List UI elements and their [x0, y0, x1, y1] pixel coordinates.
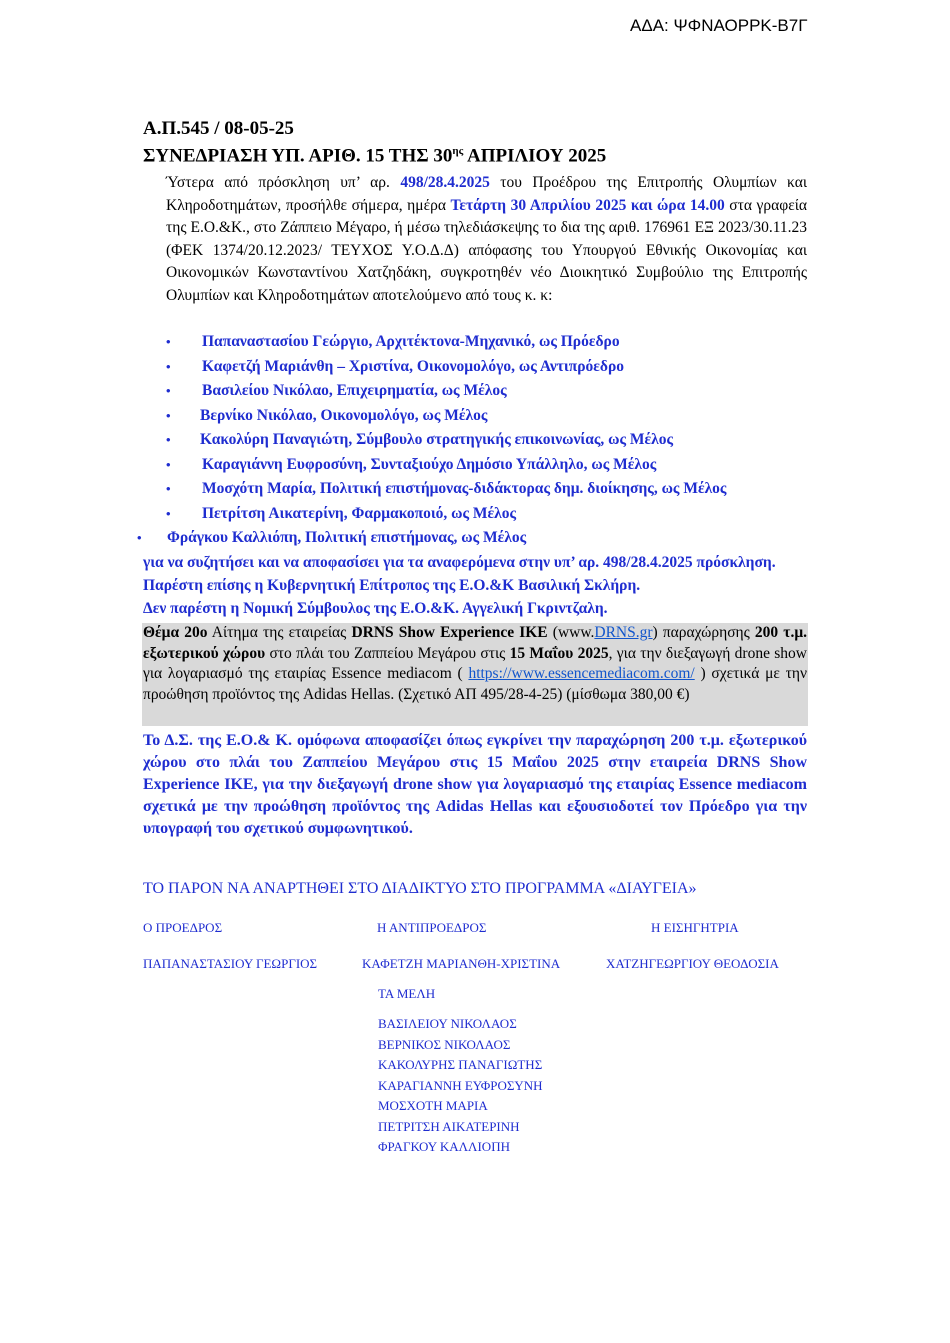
intro-text-3: στα γραφεία της Ε.Ο.&Κ., στο Ζάππειο Μέγαρο, ή μέσω τηλεδιάσκεψης το δια της αριθ. 176961 ΕΞ 2023/30.11.23 (ΦΕΚ 1374/20.12.2023/ ΤΕΥΧΟΣ Υ.Ο.Δ.Δ) απόφασης του Υπουργού Εθνικής Οικονομίας και Οικονομικών Κωνσταντίνου Χατζηδάκη, συγκροτηθέν νέο Διοικητικό Συμβούλιο της Επιτροπής Ολυμπίων και Κληροδοτημάτων αποτελούμενο από τους κ. κ: — [166, 196, 807, 304]
intro-text-1: Ύστερα από πρόσκληση υπ’ αρ. — [166, 174, 401, 191]
member-signature: ΚΑΚΟΛΥΡΗΣ ΠΑΝΑΓΙΩΤΗΣ — [378, 1057, 543, 1072]
member-signature: ΠΕΤΡΙΤΣΗ ΑΙΚΑΤΕΡΙΝΗ — [378, 1118, 520, 1134]
session-title-sup: ης — [452, 145, 464, 157]
member-text: Βερνίκο Νικόλαο, Οικονομολόγο, ως Μέλος — [200, 406, 488, 424]
member-text: Παπαναστασίου Γεώργιο, Αρχιτέκτονα-Μηχανικό, ως Πρόεδρο — [202, 333, 620, 350]
list-item — [166, 455, 657, 474]
president-name: ΠΑΠΑΝΑΣΤΑΣΙΟΥ ΓΕΩΡΓΙΟΣ — [143, 956, 318, 971]
member-signature: ΒΕΡΝΙΚΟΣ ΝΙΚΟΛΑΟΣ — [378, 1036, 511, 1052]
essence-link[interactable]: https://www.essencemediacom.com/ — [468, 665, 695, 682]
member-signature: ΦΡΑΓΚΟΥ ΚΑΛΛΙΟΠΗ — [378, 1139, 510, 1154]
discuss-line: για να συζητήσει και να αποφασίσει για τα αναφερόμενα στην υπ’ αρ. 498/28.4.2025 πρόσκληση. — [143, 554, 776, 571]
bullet-icon: • — [166, 383, 171, 398]
member-signature: ΒΑΣΙΛΕΙΟΥ ΝΙΚΟΛΑΟΣ — [378, 1016, 517, 1031]
intro-text-2: του Προέδρου της Επιτροπής Ολυμπίων και Κληροδοτημάτων, προσήλθε σήμερα, ημέρα — [166, 174, 807, 214]
rapporteur-name: ΧΑΤΖΗΓΕΩΡΓΙΟΥ ΘΕΟΔΟΣΙΑ — [606, 956, 779, 971]
session-title-suffix: ΑΠΡΙΛΙΟΥ 2025 — [463, 145, 607, 167]
protocol-number: Α.Π.545 / 08-05-25 — [143, 118, 294, 139]
topic-area: 200 τ.μ. εξωτερικού χώρου — [143, 624, 807, 662]
bullet-icon: • — [166, 505, 171, 521]
list-item — [166, 333, 620, 351]
diavgeia-notice: ΤΟ ΠΑΡΟΝ ΝΑ ΑΝΑΡΤΗΘΕΙ ΣΤΟ ΔΙΑΔΙΚΤΥΟ ΣΤΟ ΠΡΟΓΡΑΜΜΑ «ΔΙΑΥΓΕΙΑ» — [143, 880, 697, 897]
member-text: Κακολύρη Παναγιώτη, Σύμβουλο στρατηγικής επικοινωνίας, ως Μέλος — [200, 431, 674, 448]
bullet-icon: • — [137, 530, 142, 545]
member-text: Μοσχότη Μαρία, Πολιτική επιστήμονας-διδάκτορας δημ. διοίκησης, ως Μέλος — [202, 480, 727, 497]
list-item — [166, 382, 507, 400]
members-title: ΤΑ ΜΕΛΗ — [378, 986, 436, 1001]
bullet-icon: • — [166, 407, 171, 423]
member-text: Φράγκου Καλλιόπη, Πολιτική επιστήμονας, ως Μέλος — [167, 529, 527, 546]
member-text: Πετρίτση Αικατερίνη, Φαρμακοποιό, ως Μέλος — [202, 504, 517, 522]
commissioner-line: Παρέστη επίσης η Κυβερνητική Επίτροπος της Ε.Ο.&Κ Βασιλική Σκλήρη. — [143, 577, 641, 594]
list-item — [166, 431, 674, 449]
ada-code: ΑΔΑ: ΨΦΝΑΟΡΡΚ-Β7Γ — [630, 16, 808, 35]
topic-text-3: ) παραχώρησης — [652, 624, 755, 641]
topic-text-5: , για την διεξαγωγή drone show για λογαριασμό της εταιρίας Essence mediacom ( — [143, 644, 808, 682]
session-title — [143, 145, 606, 167]
member-signature: ΜΟΣΧΟΤΗ ΜΑΡΙΑ — [378, 1098, 488, 1113]
decision-paragraph: Το Δ.Σ. της Ε.Ο.& Κ. ομόφωνα αποφασίζει όπως εγκρίνει την παραχώρηση 200 τ.μ. εξωτερικού χώρου στο πλάι του Ζαππείου Μεγάρου στις 15 Μαΐου 2025 στην εταιρεία DRNS Show Experience IKE, για την διεξαγωγή drone show για λογαριασμό της εταιρίας Essence mediacom σχετικά με την προώθηση προϊόντος της Adidas Hellas και εξουσιοδοτεί τον Πρόεδρο για την υπογραφή του σχετικού συμφωνητικού. — [143, 732, 807, 837]
vice-president-title: Η ΑΝΤΙΠΡΟΕΔΡΟΣ — [377, 920, 487, 935]
bullet-icon: • — [166, 481, 171, 496]
drns-link[interactable]: DRNS.gr — [594, 624, 653, 641]
topic-paragraph — [143, 623, 807, 705]
topic-text-4: στο πλάι του Ζαππείου Μεγάρου στις — [265, 644, 510, 662]
member-text: Καφετζή Μαριάνθη – Χριστίνα, Οικονομολόγο, ως Αντιπρόεδρο — [202, 357, 624, 375]
bullet-icon: • — [166, 334, 171, 349]
list-item — [166, 504, 517, 523]
topic-text-6: ) σχετικά με την προώθηση προϊόντος της Adidas Hellas. (Σχετικό ΑΠ 495/28-4-25) (μίσθωμα 380,00 €) — [143, 665, 808, 703]
president-title: Ο ΠΡΟΕΔΡΟΣ — [143, 920, 223, 935]
bullet-icon: • — [166, 358, 171, 374]
topic-text-1: Αίτημα της εταιρείας — [207, 624, 352, 641]
list-item — [137, 529, 527, 547]
legal-advisor-line: Δεν παρέστη η Νομική Σύμβουλος της Ε.Ο.&Κ. Αγγελική Γκριντζαλη. — [143, 600, 608, 617]
intro-paragraph — [166, 172, 807, 307]
bullet-icon: • — [166, 456, 171, 472]
topic-text-2: (www. — [547, 624, 595, 641]
member-signature: ΚΑΡΑΓΙΑΝΝΗ ΕΥΦΡΟΣΥΝΗ — [378, 1077, 543, 1093]
bullet-icon: • — [166, 432, 171, 447]
invitation-number: 498/28.4.2025 — [400, 174, 490, 191]
vice-president-name: ΚΑΦΕΤΖΗ ΜΑΡΙΑΝΘΗ-ΧΡΙΣΤΙΝΑ — [362, 956, 561, 971]
member-text: Καραγιάννη Ευφροσύνη, Συνταξιούχο Δημόσιο Υπάλληλο, ως Μέλος — [202, 455, 657, 473]
list-item — [166, 406, 488, 425]
topic-date: 15 Μαΐου 2025 — [509, 644, 609, 662]
meeting-date: Τετάρτη 30 Απριλίου 2025 και ώρα 14.00 — [450, 196, 725, 214]
session-title-prefix: ΣΥΝΕΔΡΙΑΣΗ ΥΠ. ΑΡΙΘ. 15 ΤΗΣ 30 — [143, 145, 453, 167]
rapporteur-title: Η ΕΙΣΗΓΗΤΡΙΑ — [651, 920, 739, 935]
topic-company: DRNS Show Experience ΙΚΕ — [351, 624, 548, 641]
member-text: Βασιλείου Νικόλαο, Επιχειρηματία, ως Μέλος — [202, 382, 507, 399]
list-item — [166, 480, 727, 498]
list-item — [166, 357, 624, 376]
topic-label: Θέμα 20ο — [143, 624, 208, 641]
